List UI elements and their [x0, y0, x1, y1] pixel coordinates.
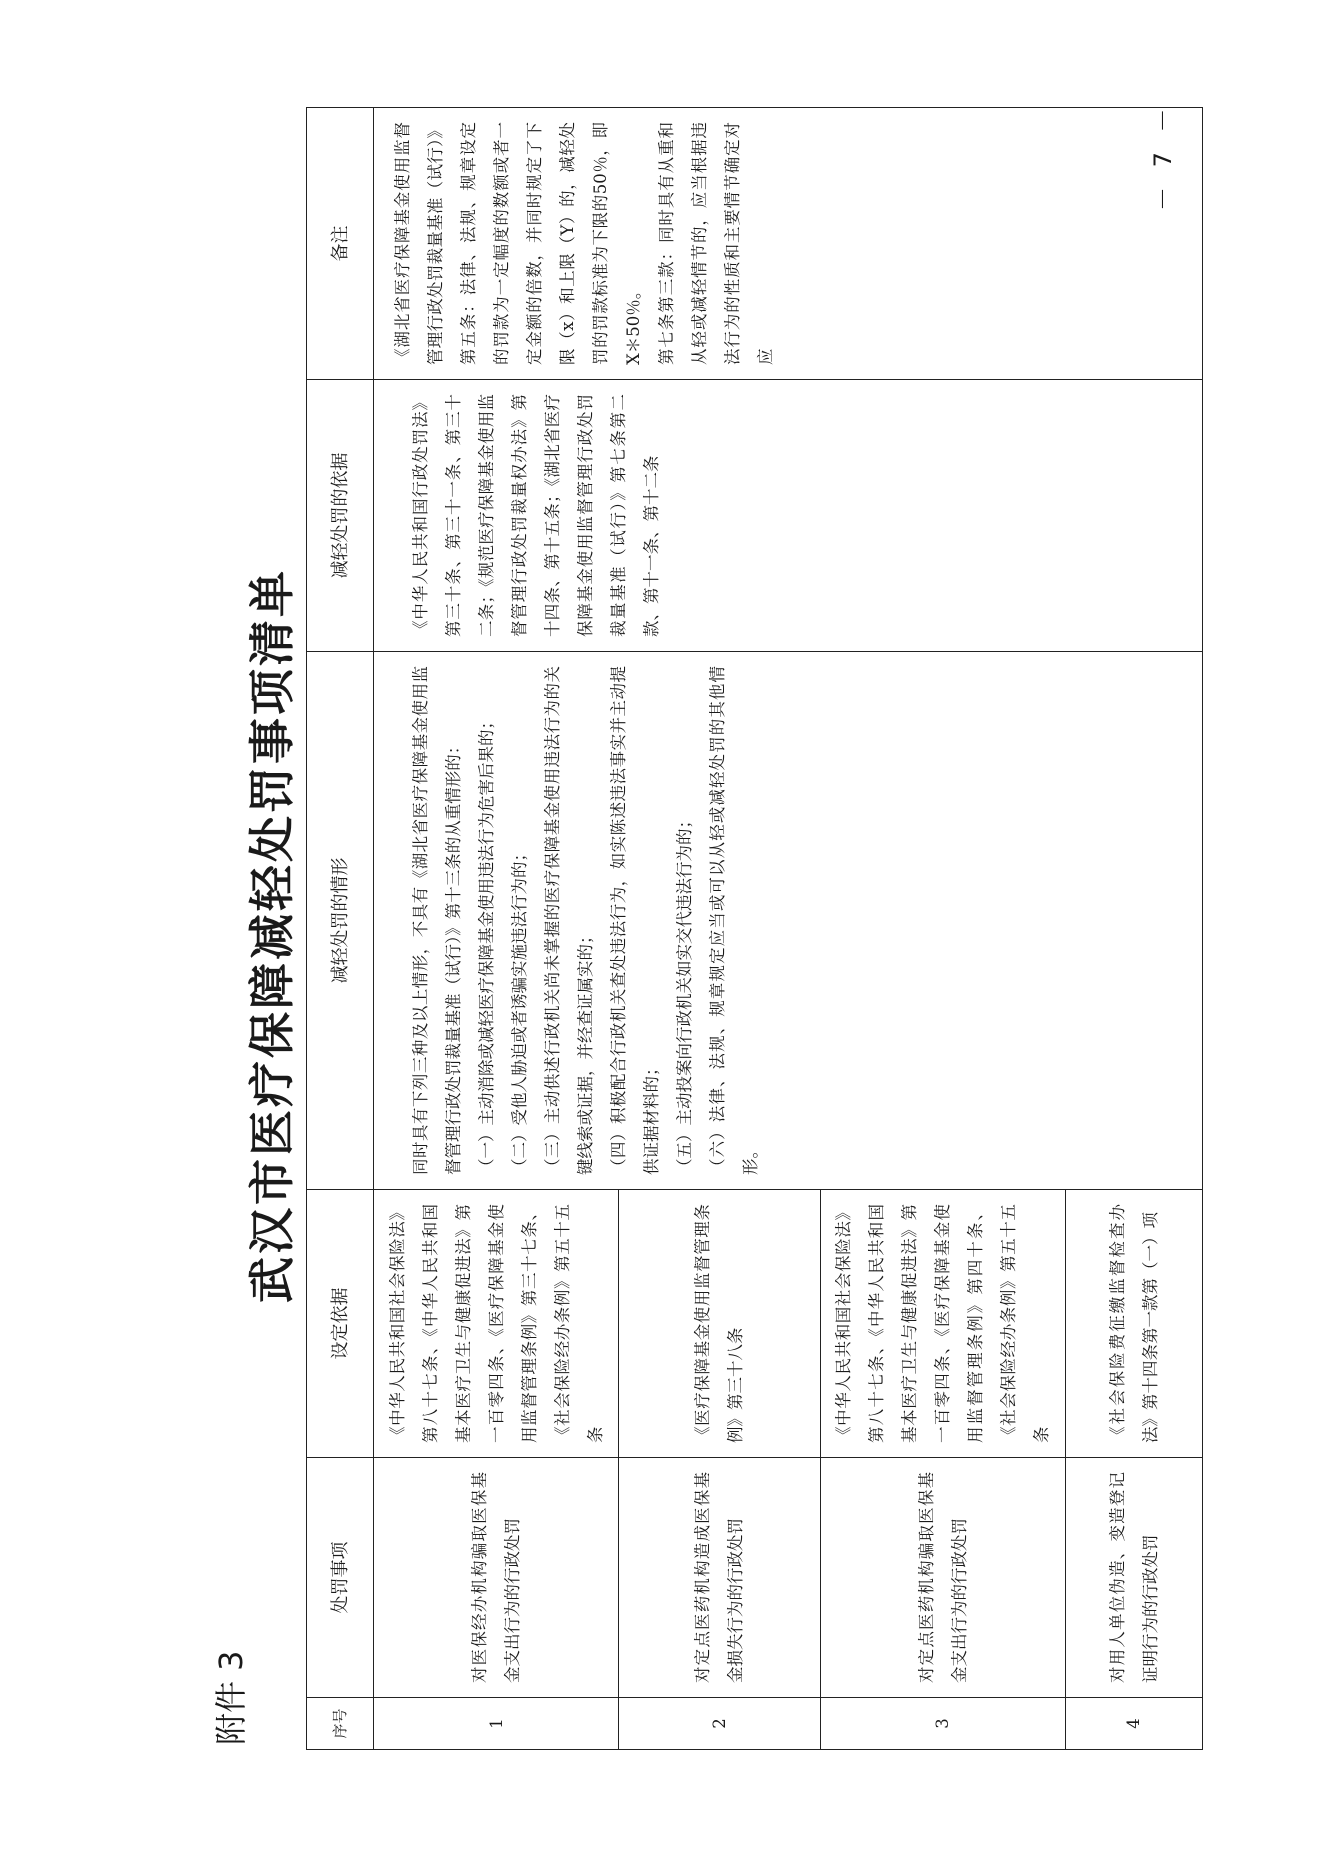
header-basis: 设定依据 — [307, 1190, 374, 1458]
situation-paragraph: （二）受他人胁迫或者诱骗实施违法行为的； — [510, 845, 529, 1175]
header-situation: 减轻处罚的情形 — [307, 652, 374, 1190]
situation-paragraph: （一）主动消除或减轻医疗保障基金使用违法行为危害后果的； — [477, 713, 496, 1175]
attachment-label: 附件 3 — [212, 1650, 250, 1745]
page-number: － 7 － — [1149, 102, 1177, 211]
row-num: 4 — [1065, 1698, 1202, 1750]
row-basis: 《社会保险费征缴监督检查办法》第十四条第一款第（一）项 — [1065, 1190, 1202, 1458]
header-item: 处罚事项 — [307, 1458, 374, 1698]
situation-cell — [374, 652, 1203, 1190]
row-item: 对定点医药机构骗取医保基金支出行为的行政处罚 — [820, 1458, 1065, 1698]
note-cell — [374, 108, 1203, 380]
header-num: 序号 — [307, 1698, 374, 1750]
situation-paragraph: （五）主动投案向行政机关如实交代违法行为的； — [675, 812, 694, 1175]
header-reduce-basis: 减轻处罚的依据 — [307, 380, 374, 652]
situation-paragraph: （四）积极配合行政机关查处违法行为，如实陈述违法事实并主动提供证据材料的； — [609, 666, 661, 1175]
header-note: 备注 — [307, 108, 374, 380]
situation-paragraph: （六）法律、法规、规章规定应当或可以从轻或减轻处罚的其他情形。 — [708, 666, 760, 1175]
row-basis: 《医疗保障基金使用监督管理条例》第三十八条 — [619, 1190, 820, 1458]
row-basis: 《中华人民共和国社会保险法》第八十七条、《中华人民共和国基本医疗卫生与健康促进法》第一百零四条、《医疗保障基金使用监督管理条例》第三十七条、《社会保险经办条例》第五十五条 — [374, 1190, 619, 1458]
row-num: 1 — [374, 1698, 619, 1750]
table-row — [374, 108, 619, 1750]
row-item: 对用人单位伪造、变造登记证明行为的行政处罚 — [1065, 1458, 1202, 1698]
row-item: 对医保经办机构骗取医保基金支出行为的行政处罚 — [374, 1458, 619, 1698]
situation-paragraph: （三）主动供述行政机关尚未掌握的医疗保障基金使用违法行为的关键线索或证据，并经查证属实的； — [543, 666, 595, 1175]
penalty-table — [306, 107, 1203, 1750]
row-num: 2 — [619, 1698, 820, 1750]
table-header-row — [307, 108, 374, 1750]
note-paragraph: 《湖北省医疗保障基金使用监督管理行政处罚裁量基准（试行）》第五条：法律、法规、规章设定的罚款为一定幅度的数额或者一定金额的倍数，并同时规定了下限（x）和上限（Y）的，减轻处罚的罚款标准为下限的50％，即X＊50％。 — [393, 122, 643, 365]
row-basis: 《中华人民共和国社会保险法》第八十七条、《中华人民共和国基本医疗卫生与健康促进法》第一百零四条、《医疗保障基金使用监督管理条例》第四十条、《社会保险经办条例》第五十五条 — [820, 1190, 1065, 1458]
note-paragraph: 第七条第三款：同时具有从重和从轻或减轻情节的，应当根据违法行为的性质和主要情节确定对应 — [657, 122, 775, 365]
situation-paragraph: 同时具有下列三种及以上情形，不具有《湖北省医疗保障基金使用监督管理行政处罚裁量基准（试行）》第十三条的从重情形的： — [411, 666, 463, 1175]
document-title: 武汉市医疗保障减轻处罚事项清单 — [245, 568, 299, 1303]
reduce-basis-cell: 《中华人民共和国行政处罚法》第三十条、第三十一条、第三十二条；《规范医疗保障基金使用监督管理行政处罚裁量权办法》第十四条、第十五条；《湖北省医疗保障基金使用监督管理行政处罚裁量基准（试行）》第七条第二款、第十一条、第十二条 — [374, 380, 1203, 652]
row-num: 3 — [820, 1698, 1065, 1750]
row-item: 对定点医药机构造成医保基金损失行为的行政处罚 — [619, 1458, 820, 1698]
